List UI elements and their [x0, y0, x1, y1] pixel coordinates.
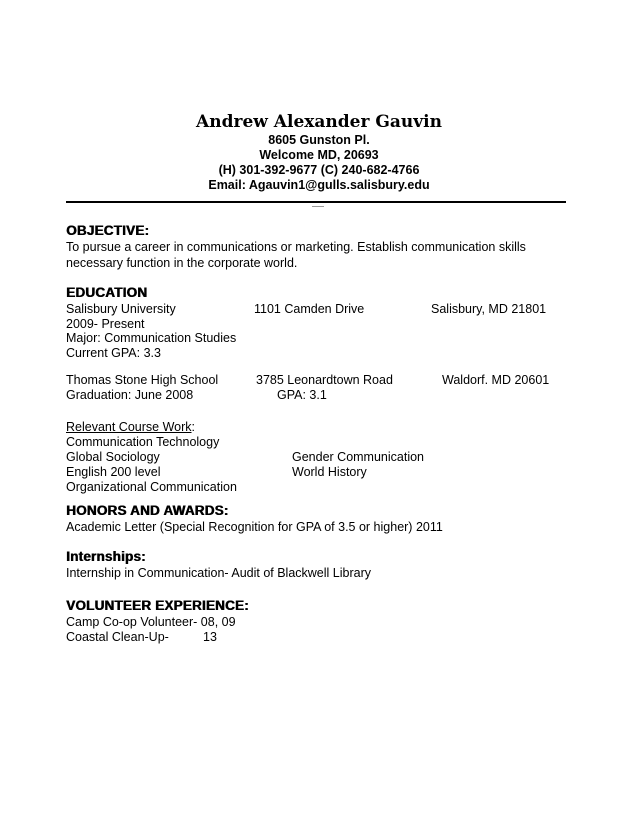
school2-city: Waldorf. MD 20601	[442, 373, 550, 387]
school2-name: Thomas Stone High School	[66, 373, 219, 387]
school2-gpa: GPA: 3.1	[277, 388, 327, 402]
school2-graduation: Graduation: June 2008	[66, 388, 194, 402]
phone-numbers: (H) 301-392-9677 (C) 240-682-4766	[218, 163, 420, 177]
school1-major: Major: Communication Studies	[66, 331, 237, 345]
objective-line-1: To pursue a career in communications or marketing. Establish communication skills	[66, 240, 526, 254]
school1-address: 1101 Camden Drive	[254, 302, 365, 316]
coursework-label: Relevant Course Work:	[66, 420, 195, 434]
volunteer-heading: VOLUNTEER EXPERIENCE:	[66, 598, 249, 613]
volunteer-item-year: 13	[203, 630, 217, 644]
school1-city: Salisbury, MD 21801	[431, 302, 547, 316]
address-street: 8605 Gunston Pl.	[268, 133, 370, 147]
honors-item: Academic Letter (Special Recognition for GPA of 3.5 or higher) 2011	[66, 520, 443, 534]
course-item: Global Sociology	[66, 450, 160, 464]
course-item: Organizational Communication	[66, 480, 237, 494]
course-item: English 200 level	[66, 465, 161, 479]
school1-years: 2009- Present	[66, 317, 145, 331]
course-item: Gender Communication	[292, 450, 425, 464]
internship-item: Internship in Communication- Audit of Blackwell Library	[66, 566, 371, 580]
internships-heading: Internships:	[66, 549, 146, 564]
school1-name: Salisbury University	[66, 302, 176, 316]
header-divider	[66, 201, 566, 203]
divider-mark	[312, 206, 324, 207]
email-line: Email: Agauvin1@gulls.salisbury.edu	[208, 178, 430, 192]
objective-heading: OBJECTIVE:	[66, 223, 150, 238]
education-heading: EDUCATION	[66, 285, 148, 300]
school2-address: 3785 Leonardtown Road	[256, 373, 393, 387]
objective-line-2: necessary function in the corporate world.	[66, 256, 298, 270]
volunteer-item: Camp Co-op Volunteer- 08, 09	[66, 615, 236, 629]
honors-heading: HONORS AND AWARDS:	[66, 503, 229, 518]
resume-name: Andrew Alexander Gauvin	[196, 112, 442, 132]
school1-gpa: Current GPA: 3.3	[66, 346, 161, 360]
course-item: Communication Technology	[66, 435, 220, 449]
volunteer-item-label: Coastal Clean-Up-	[66, 630, 169, 644]
address-city: Welcome MD, 20693	[259, 148, 379, 162]
course-item: World History	[292, 465, 367, 479]
